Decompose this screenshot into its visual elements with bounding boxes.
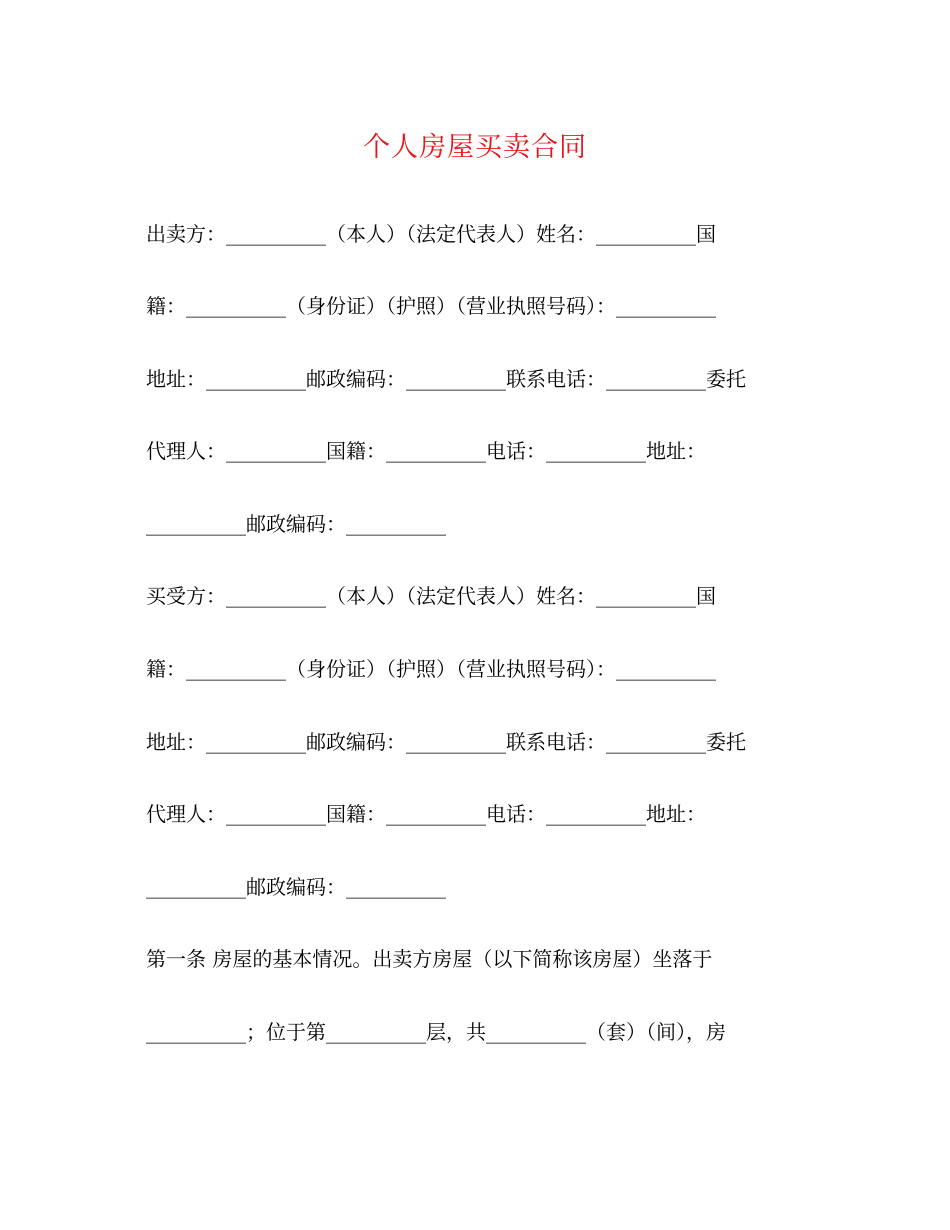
text-line-buyer-3: 地址：__________邮政编码：__________联系电话：__________委托 (146, 730, 746, 754)
text-line-seller-1: 出卖方：__________（本人）（法定代表人）姓名：__________国 (146, 222, 716, 246)
text-line-seller-4: 代理人：__________国籍：__________电话：__________地址： (146, 439, 706, 463)
text-line-buyer-2: 籍：__________（身份证）（护照）（营业执照号码）：__________ (146, 657, 716, 681)
text-line-article-1-1: 第一条 房屋的基本情况。出卖方房屋（以下简称该房屋）坐落于 (146, 947, 713, 971)
text-line-buyer-1: 买受方：__________（本人）（法定代表人）姓名：__________国 (146, 584, 716, 608)
document-title: 个人房屋买卖合同 (363, 132, 587, 163)
text-line-buyer-4: 代理人：__________国籍：__________电话：__________地址： (146, 802, 706, 826)
text-line-seller-2: 籍：__________（身份证）（护照）（营业执照号码）：__________ (146, 294, 716, 318)
text-line-seller-5: __________邮政编码：__________ (146, 512, 446, 536)
text-line-seller-3: 地址：__________邮政编码：__________联系电话：__________委托 (146, 367, 746, 391)
text-line-buyer-5: __________邮政编码：__________ (146, 875, 446, 899)
text-line-article-1-2: __________；位于第__________层，共__________（套）（间），房 (146, 1020, 726, 1044)
